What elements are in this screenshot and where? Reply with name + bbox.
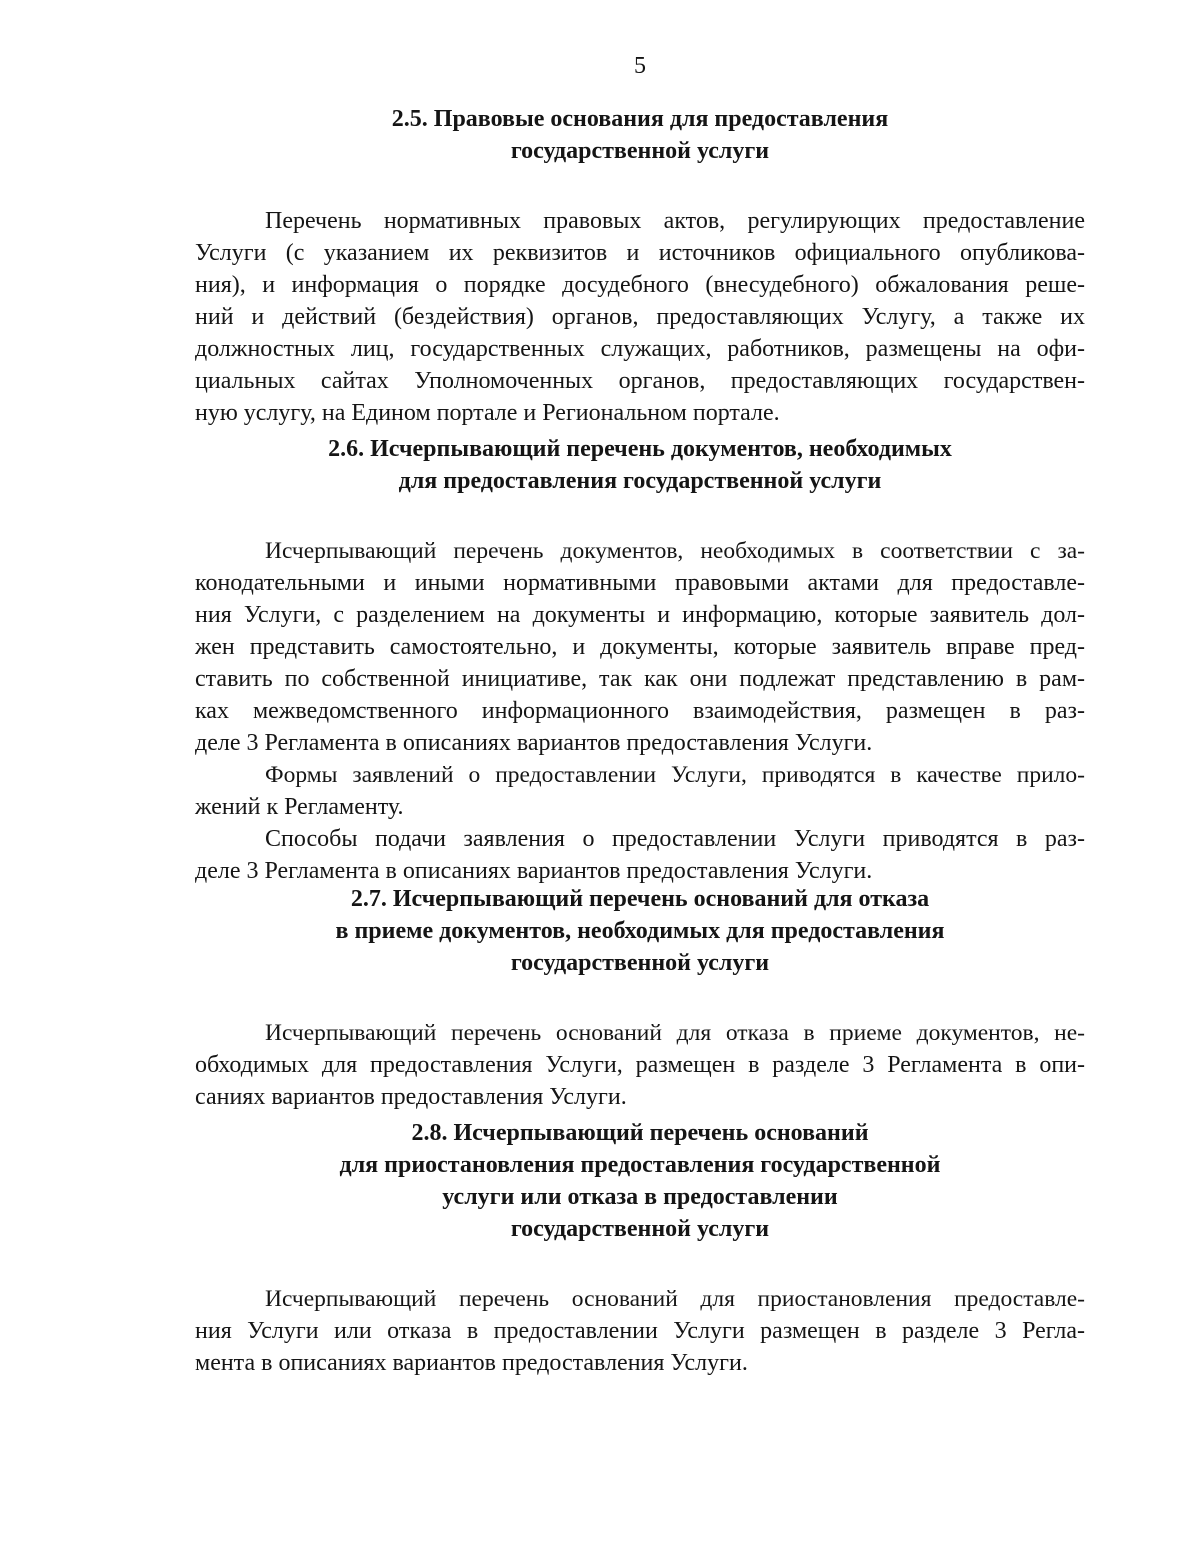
- section-body: [195, 205, 1085, 429]
- heading-line: 2.7. Исчерпывающий перечень оснований для отказа: [350, 886, 930, 912]
- section-heading: [195, 1117, 1085, 1245]
- paragraph: [195, 1017, 1085, 1113]
- heading-line: 2.6. Исчерпывающий перечень документов, необходимых: [328, 436, 952, 462]
- text-line: Формы заявлений о предоставлении Услуги, приводятся в качестве прило-: [265, 762, 1085, 788]
- text-line: жений к Регламенту.: [195, 794, 404, 820]
- paragraph: [195, 205, 1085, 429]
- paragraph: [195, 1283, 1085, 1379]
- text-line: Исчерпывающий перечень оснований для отказа в приеме документов, не-: [265, 1020, 1085, 1046]
- text-line: ную услугу, на Едином портале и Региональном портале.: [195, 400, 780, 426]
- text-line: Перечень нормативных правовых актов, регулирующих предоставление: [265, 208, 1085, 234]
- text-line: Исчерпывающий перечень документов, необходимых в соответствии с за-: [265, 538, 1085, 564]
- text-line: Исчерпывающий перечень оснований для приостановления предоставле-: [265, 1286, 1085, 1312]
- heading-line: государственной услуги: [510, 138, 770, 164]
- heading-line: 2.8. Исчерпывающий перечень оснований: [411, 1120, 869, 1146]
- section-heading: [195, 883, 1085, 979]
- text-line: должностных лиц, государственных служащих, работников, размещены на офи-: [195, 336, 1085, 362]
- heading-line: для приостановления предоставления государственной: [339, 1152, 941, 1178]
- document-page: [195, 0, 1085, 1551]
- text-line: обходимых для предоставления Услуги, размещен в разделе 3 Регламента в опи-: [195, 1052, 1085, 1078]
- text-line: деле 3 Регламента в описаниях вариантов предоставления Услуги.: [195, 730, 873, 756]
- text-line: циальных сайтах Уполномоченных органов, предоставляющих государствен-: [195, 368, 1085, 394]
- text-line: саниях вариантов предоставления Услуги.: [195, 1084, 627, 1110]
- text-line: ставить по собственной инициативе, так как они подлежат представлению в рам-: [195, 666, 1085, 692]
- text-line: ния Услуги или отказа в предоставлении Услуги размещен в разделе 3 Регла-: [195, 1318, 1085, 1344]
- section-heading: [195, 433, 1085, 497]
- heading-line: в приеме документов, необходимых для предоставления: [335, 918, 945, 944]
- text-line: жен представить самостоятельно, и документы, которые заявитель вправе пред-: [195, 634, 1085, 660]
- text-line: мента в описаниях вариантов предоставления Услуги.: [195, 1350, 748, 1376]
- heading-line: государственной услуги: [510, 950, 770, 976]
- text-line: Услуги (с указанием их реквизитов и источников официального опубликова-: [195, 240, 1085, 266]
- section-2-5: [195, 103, 1085, 429]
- text-line: ках межведомственного информационного взаимодействия, размещен в раз-: [195, 698, 1085, 724]
- heading-line: услуги или отказа в предоставлении: [442, 1184, 838, 1210]
- section-2-8: [195, 1117, 1085, 1379]
- heading-line: государственной услуги: [510, 1216, 770, 1242]
- text-line: ний и действий (бездействия) органов, предоставляющих Услугу, а также их: [195, 304, 1085, 330]
- section-heading: [195, 103, 1085, 167]
- page-number: 5: [634, 53, 646, 79]
- text-line: деле 3 Регламента в описаниях вариантов предоставления Услуги.: [195, 858, 873, 884]
- section-body: [195, 1283, 1085, 1379]
- heading-line: для предоставления государственной услуги: [398, 468, 882, 494]
- section-2-6: [195, 433, 1085, 887]
- paragraph: [195, 759, 1085, 823]
- text-line: ния Услуги, с разделением на документы и информацию, которые заявитель дол-: [195, 602, 1085, 628]
- paragraph: [195, 823, 1085, 887]
- text-line: конодательными и иными нормативными правовыми актами для предоставле-: [195, 570, 1085, 596]
- text-line: Способы подачи заявления о предоставлении Услуги приводятся в раз-: [265, 826, 1085, 852]
- section-body: [195, 1017, 1085, 1113]
- text-line: ния), и информация о порядке досудебного (внесудебного) обжалования реше-: [195, 272, 1085, 298]
- paragraph: [195, 535, 1085, 759]
- heading-line: 2.5. Правовые основания для предоставления: [391, 106, 889, 132]
- section-2-7: [195, 883, 1085, 1113]
- section-body: [195, 535, 1085, 887]
